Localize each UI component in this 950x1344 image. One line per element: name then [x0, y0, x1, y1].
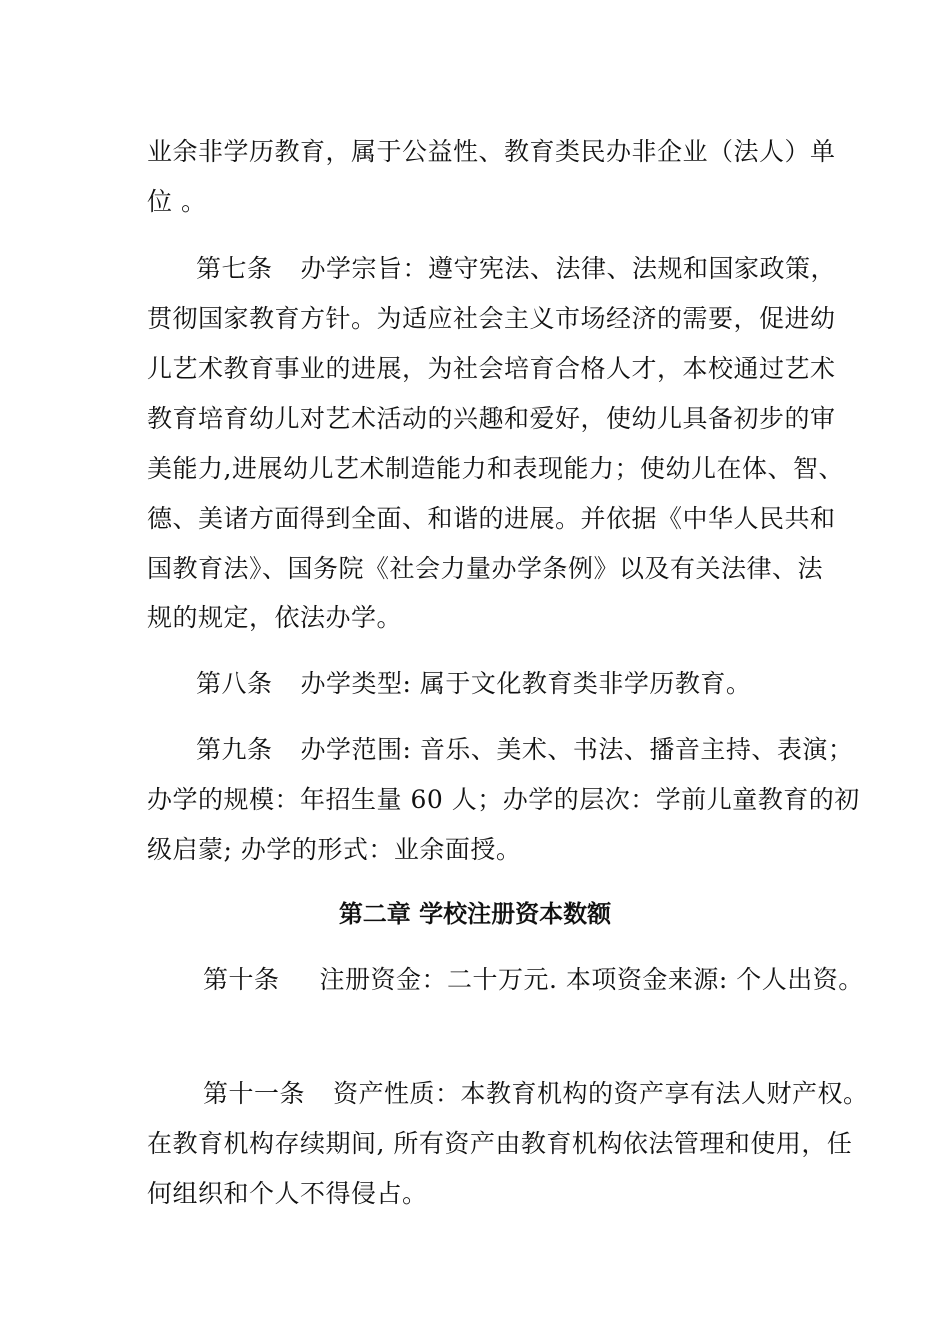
- article7-line-6: 德、美诸方面得到全面、和谐的进展。并依据《中华人民共和: [147, 504, 836, 533]
- article11-heading-line: [203, 1077, 903, 1111]
- article11-line-3: 何组织和个人不得侵占。: [147, 1179, 428, 1208]
- article9-number: 第九条: [196, 735, 273, 764]
- article9-line-3: 级启蒙; 办学的形式：业余面授。: [147, 835, 522, 864]
- article10-number: 第十条: [203, 965, 280, 994]
- article10-line-1: 注册资金：二十万元. 本项资金来源: 个人出资。: [319, 965, 864, 994]
- article9-line-2: 办学的规模：年招生量 60 人；办学的层次：学前儿童教育的初: [147, 785, 860, 814]
- article7-line-7: 国教育法》、国务院《社会力量办学条例》以及有关法律、法: [147, 554, 824, 583]
- article7-line-3: 儿艺术教育事业的进展，为社会培育合格人才，本校通过艺术: [147, 354, 836, 383]
- article11-line-1: 资产性质：本教育机构的资产享有法人财产权。: [333, 1079, 869, 1108]
- article7-number: 第七条: [196, 254, 273, 283]
- article6-line-1: 业余非学历教育，属于公益性、教育类民办非企业（法人）单: [147, 137, 836, 166]
- article6-line-2: 位 。: [147, 187, 207, 216]
- article8-heading-line: [196, 667, 896, 701]
- article7-line-5: 美能力,进展幼儿艺术制造能力和表现能力；使幼儿在体、智、: [147, 454, 844, 483]
- article7-line-8: 规的规定，依法办学。: [147, 603, 403, 632]
- article7-heading-line: [196, 252, 896, 286]
- article7-line-2: 贯彻国家教育方针。为适应社会主义市场经济的需要，促进幼: [147, 304, 836, 333]
- article10-heading-line: [203, 963, 903, 997]
- article7-line-4: 教育培育幼儿对艺术活动的兴趣和爱好，使幼儿具备初步的审: [147, 404, 836, 433]
- article9-line-1: 办学范围: 音乐、美术、书法、播音主持、表演；: [300, 735, 854, 764]
- article11-line-2: 在教育机构存续期间, 所有资产由教育机构依法管理和使用，任: [147, 1129, 853, 1158]
- article8-line-1: 办学类型: 属于文化教育类非学历教育。: [300, 669, 752, 698]
- article7-line-1: 办学宗旨：遵守宪法、法律、法规和国家政策，: [300, 254, 837, 283]
- article11-number: 第十一条: [203, 1079, 306, 1108]
- article8-number: 第八条: [196, 669, 273, 698]
- chapter-2-title: 第二章 学校注册资本数额: [338, 900, 612, 928]
- article9-heading-line: [196, 733, 896, 767]
